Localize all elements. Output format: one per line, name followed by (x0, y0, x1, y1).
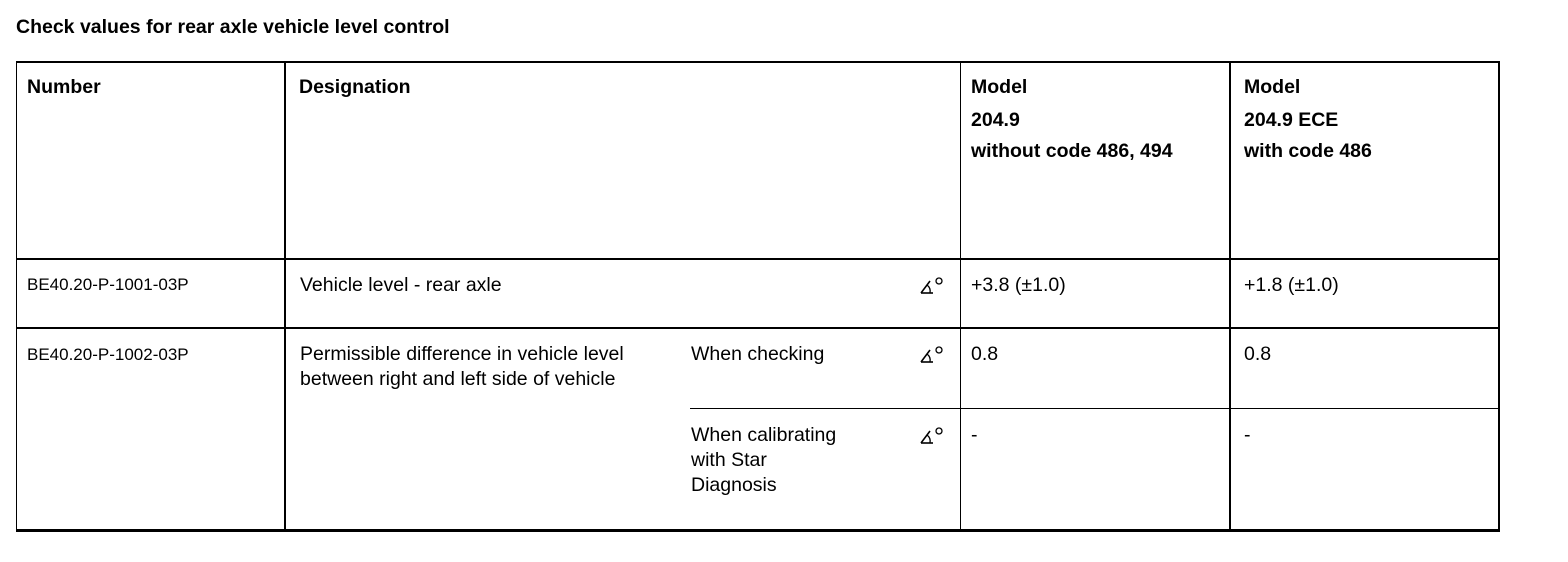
column-divider-number (284, 61, 286, 531)
row-2a-model-1-value: 0.8 (971, 343, 999, 365)
table-border-right (1498, 61, 1500, 531)
column-divider-designation (960, 61, 961, 531)
row-1-model-1-value: +3.8 (±1.0) (971, 274, 1066, 296)
table-border-top (16, 61, 1500, 63)
angle-degree-icon (919, 276, 945, 296)
row-2a-model-2-value: 0.8 (1244, 343, 1272, 365)
header-divider (16, 258, 1500, 260)
header-model-1-line-1: Model (971, 76, 1028, 98)
row-2-designation-line-1: Permissible difference in vehicle level (300, 343, 624, 365)
row-1-designation: Vehicle level - rear axle (300, 274, 502, 296)
header-model-1-line-2: 204.9 (971, 109, 1020, 131)
angle-degree-icon (919, 345, 945, 365)
sub-row-divider (690, 408, 1500, 409)
row-divider (16, 327, 1500, 329)
row-2b-condition-line-1: When calibrating (691, 424, 837, 446)
row-2b-condition-line-2: with Star (691, 449, 767, 471)
row-2b-model-2-value: - (1244, 424, 1251, 446)
header-model-2-line-2: 204.9 ECE (1244, 109, 1339, 131)
row-2-designation-line-2: between right and left side of vehicle (300, 368, 616, 390)
table-border-bottom (16, 529, 1500, 532)
header-designation: Designation (299, 76, 411, 98)
header-model-2-line-3: with code 486 (1244, 140, 1372, 162)
header-model-2-line-1: Model (1244, 76, 1301, 98)
row-1-model-2-value: +1.8 (±1.0) (1244, 274, 1339, 296)
header-model-1-line-3: without code 486, 494 (971, 140, 1173, 162)
row-2b-model-1-value: - (971, 424, 978, 446)
row-2-number: BE40.20-P-1002-03P (27, 345, 189, 364)
page-title: Check values for rear axle vehicle level control (16, 16, 450, 38)
header-number: Number (27, 76, 101, 98)
row-1-number: BE40.20-P-1001-03P (27, 275, 189, 294)
angle-degree-icon (919, 426, 945, 446)
column-divider-model (1229, 61, 1231, 531)
table-border-left (16, 61, 17, 531)
row-2a-condition: When checking (691, 343, 825, 365)
row-2b-condition-line-3: Diagnosis (691, 474, 777, 496)
